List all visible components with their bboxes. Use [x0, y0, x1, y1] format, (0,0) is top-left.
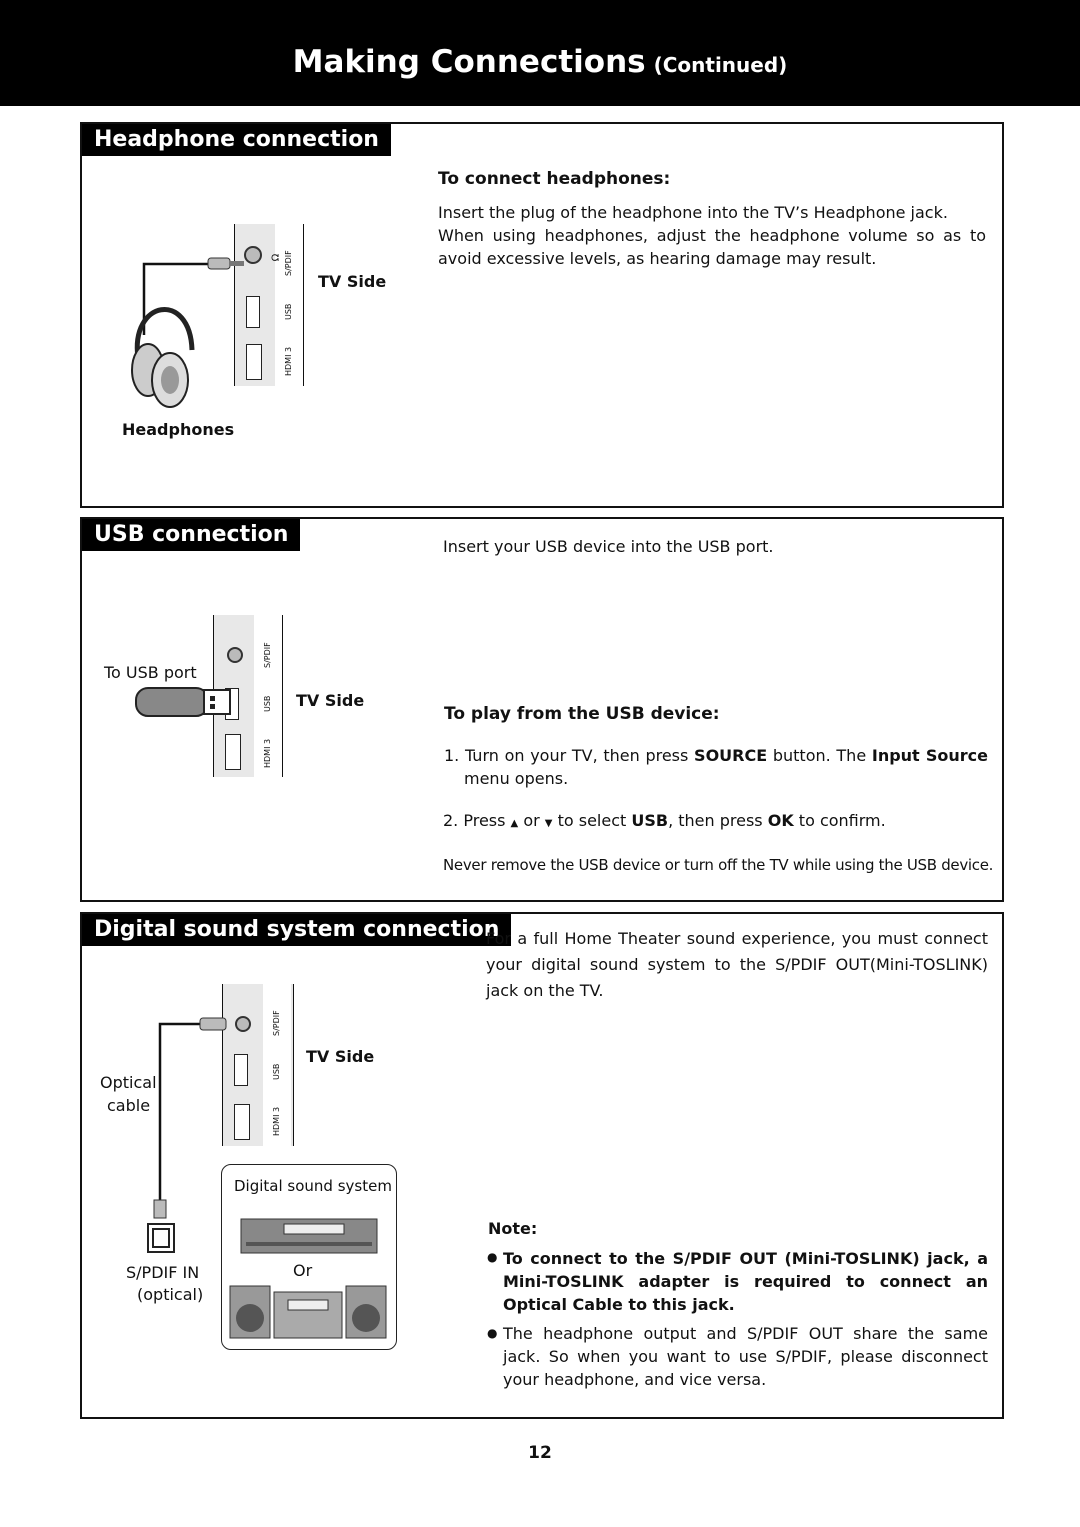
digital-sound-heading: Digital sound system connection: [82, 914, 511, 946]
usb-port-label: USB: [272, 1063, 281, 1080]
spdif-port-label: S/PDIF: [284, 250, 293, 276]
headphone-jack-icon: [227, 647, 243, 663]
headphone-instruction-1: Insert the plug of the headphone into the TV’s Headphone jack.: [438, 203, 948, 222]
spdif-in-label-1: S/PDIF IN: [126, 1263, 200, 1282]
headphone-instruction-2: When using headphones, adjust the headphone volume so as to avoid excessive levels, as hearing damage may result.: [438, 226, 986, 268]
usb-play-title: To play from the USB device:: [444, 704, 720, 724]
page-title: Making Connections (Continued): [292, 44, 788, 80]
headphones-illustration: [120, 240, 260, 415]
note-1: To connect to the S/PDIF OUT (Mini-TOSLINK) jack, a Mini-TOSLINK adapter is required to connect an Optical Cable to this jack.: [503, 1249, 988, 1314]
optical-cable-label-2: cable: [107, 1096, 151, 1115]
tv-side-label: TV Side: [296, 691, 365, 710]
down-arrow-icon: ▼: [544, 818, 553, 829]
hdmi-port-icon: [225, 734, 241, 770]
hdmi-port-label: HDMI 3: [263, 738, 272, 768]
page-number: 12: [528, 1443, 552, 1463]
spdif-in-label-2: (optical): [137, 1285, 204, 1304]
tv-side-label: TV Side: [318, 272, 387, 291]
hdmi-port-label: HDMI 3: [284, 346, 293, 376]
note-2: The headphone output and S/PDIF OUT share the same jack. So when you want to use S/PDIF, please disconnect your headphone, and vice versa.: [503, 1324, 988, 1389]
bullet-icon: ●: [487, 1326, 498, 1340]
headphones-label: Headphones: [122, 420, 235, 439]
optical-cable-label-1: Optical: [100, 1073, 157, 1092]
headphone-heading: Headphone connection: [82, 124, 391, 156]
to-usb-port-label: To USB port: [104, 663, 197, 682]
digital-sound-intro: For a full Home Theater sound experience, you must connect your digital sound system to the S/PDIF OUT(Mini-TOSLINK) jack on the TV.: [486, 929, 988, 1000]
usb-warning: Never remove the USB device or turn off the TV while using the USB device.: [443, 856, 994, 874]
usb-heading: USB connection: [82, 519, 300, 551]
bullet-icon: ●: [487, 1250, 498, 1264]
usb-step-2: 2. Press ▲ or ▼ to select USB, then press OK to confirm.: [443, 811, 886, 830]
usb-step-1: 1. Turn on your TV, then press SOURCE button. The Input Source menu opens.: [444, 746, 989, 788]
headphone-instructions-title: To connect headphones:: [438, 169, 671, 189]
tv-side-label: TV Side: [306, 1047, 375, 1066]
usb-port-label: USB: [263, 695, 272, 712]
up-arrow-icon: ▲: [510, 818, 519, 829]
receiver-illustration: [240, 1218, 378, 1254]
omega-symbol: Ω: [270, 253, 282, 262]
digital-sound-system-label: Digital sound system: [234, 1177, 392, 1195]
usb-stick-icon: [134, 684, 234, 720]
or-label: Or: [293, 1261, 313, 1280]
usb-port-label: USB: [284, 303, 293, 320]
page-subtitle: (Continued): [653, 53, 788, 77]
spdif-port-label: S/PDIF: [272, 1010, 281, 1036]
note-title: Note:: [488, 1219, 538, 1238]
usb-intro: Insert your USB device into the USB port.: [443, 537, 774, 556]
spdif-port-label: S/PDIF: [263, 642, 272, 668]
speaker-system-illustration: [228, 1284, 388, 1340]
hdmi-port-label: HDMI 3: [272, 1106, 281, 1136]
